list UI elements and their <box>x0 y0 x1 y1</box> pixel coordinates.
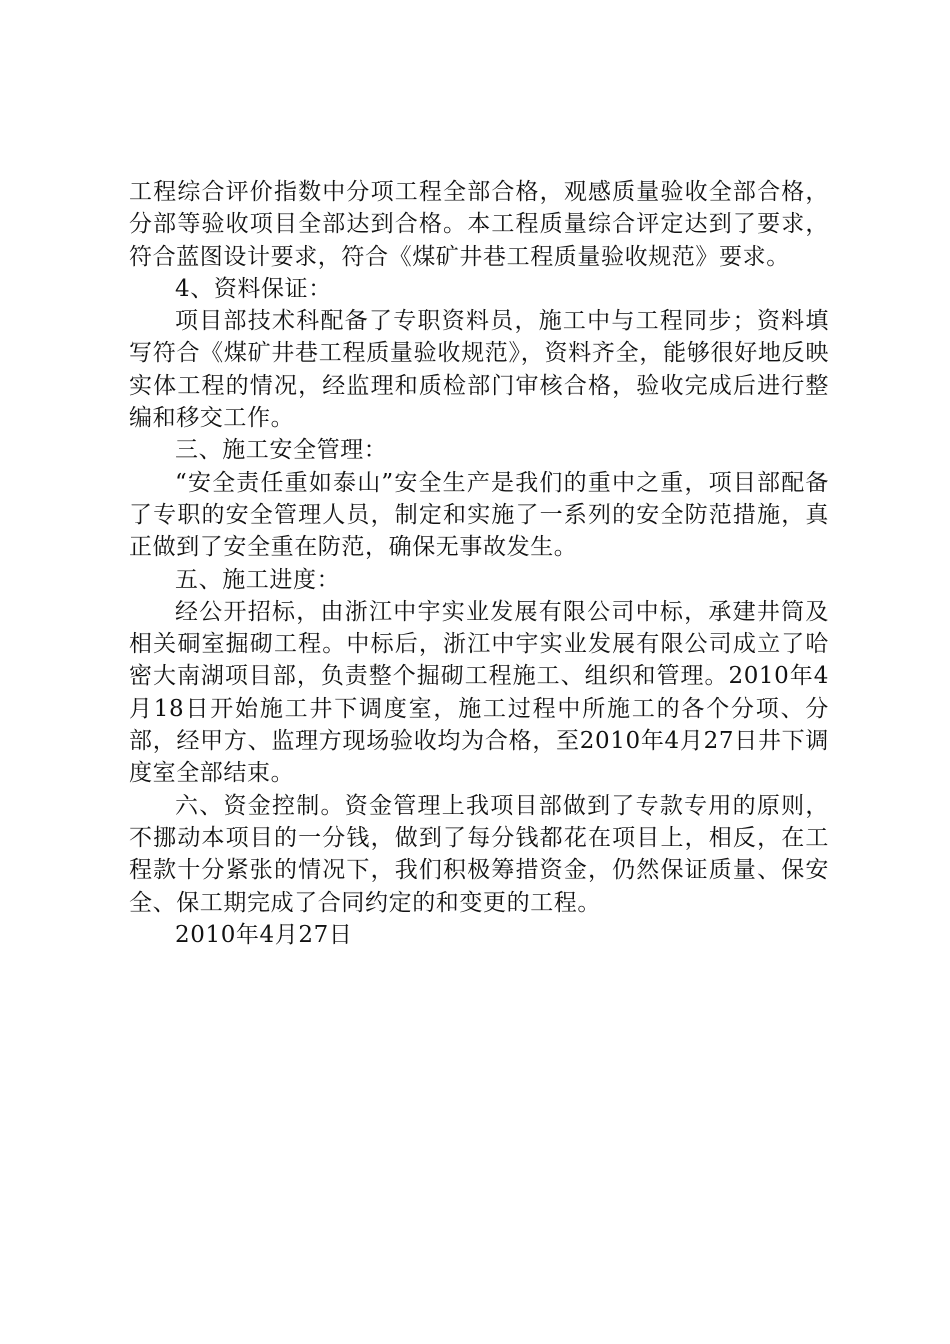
heading-records-guarantee: 4、资料保证： <box>175 275 332 302</box>
heading-safety-management: 三、施工安全管理： <box>175 437 388 464</box>
paragraph-safety-management: “安全责任重如泰山”安全生产是我们的重中之重，项目部配备了专职的安全管理人员，制定和实施了一系列的安全防范措施，真正做到了安全重在防范，确保无事故发生。 <box>129 469 829 561</box>
paragraph-construction-progress: 经公开招标，由浙江中宇实业发展有限公司中标，承建井筒及相关硐室掘砌工程。中标后，浙江中宇实业发展有限公司成立了哈密大南湖项目部，负责整个掘砌工程施工、组织和管理。2010年4月18日开始施工井下调度室，施工过程中所施工的各个分项、分部，经甲方、监理方现场验收均为合格，至2010年4月27日井下调度室全部结束。 <box>129 598 829 787</box>
document-body <box>129 176 829 951</box>
document-date: 2010年4月27日 <box>175 921 353 948</box>
paragraph-records-guarantee: 项目部技术科配备了专职资料员，施工中与工程同步；资料填写符合《煤矿井巷工程质量验收规范》，资料齐全，能够很好地反映实体工程的情况，经监理和质检部门审核合格，验收完成后进行整编和移交工作。 <box>129 308 829 432</box>
heading-construction-progress: 五、施工进度： <box>175 566 341 593</box>
paragraph-quality-summary: 工程综合评价指数中分项工程全部合格，观感质量验收全部合格，分部等验收项目全部达到合格。本工程质量综合评定达到了要求，符合蓝图设计要求，符合《煤矿井巷工程质量验收规范》要求。 <box>129 179 829 270</box>
paragraph-funds-control: 六、资金控制。资金管理上我项目部做到了专款专用的原则，不挪动本项目的一分钱，做到了每分钱都花在项目上，相反，在工程款十分紧张的情况下，我们积极筹措资金，仍然保证质量、保安全、保工期完成了合同约定的和变更的工程。 <box>129 792 829 916</box>
